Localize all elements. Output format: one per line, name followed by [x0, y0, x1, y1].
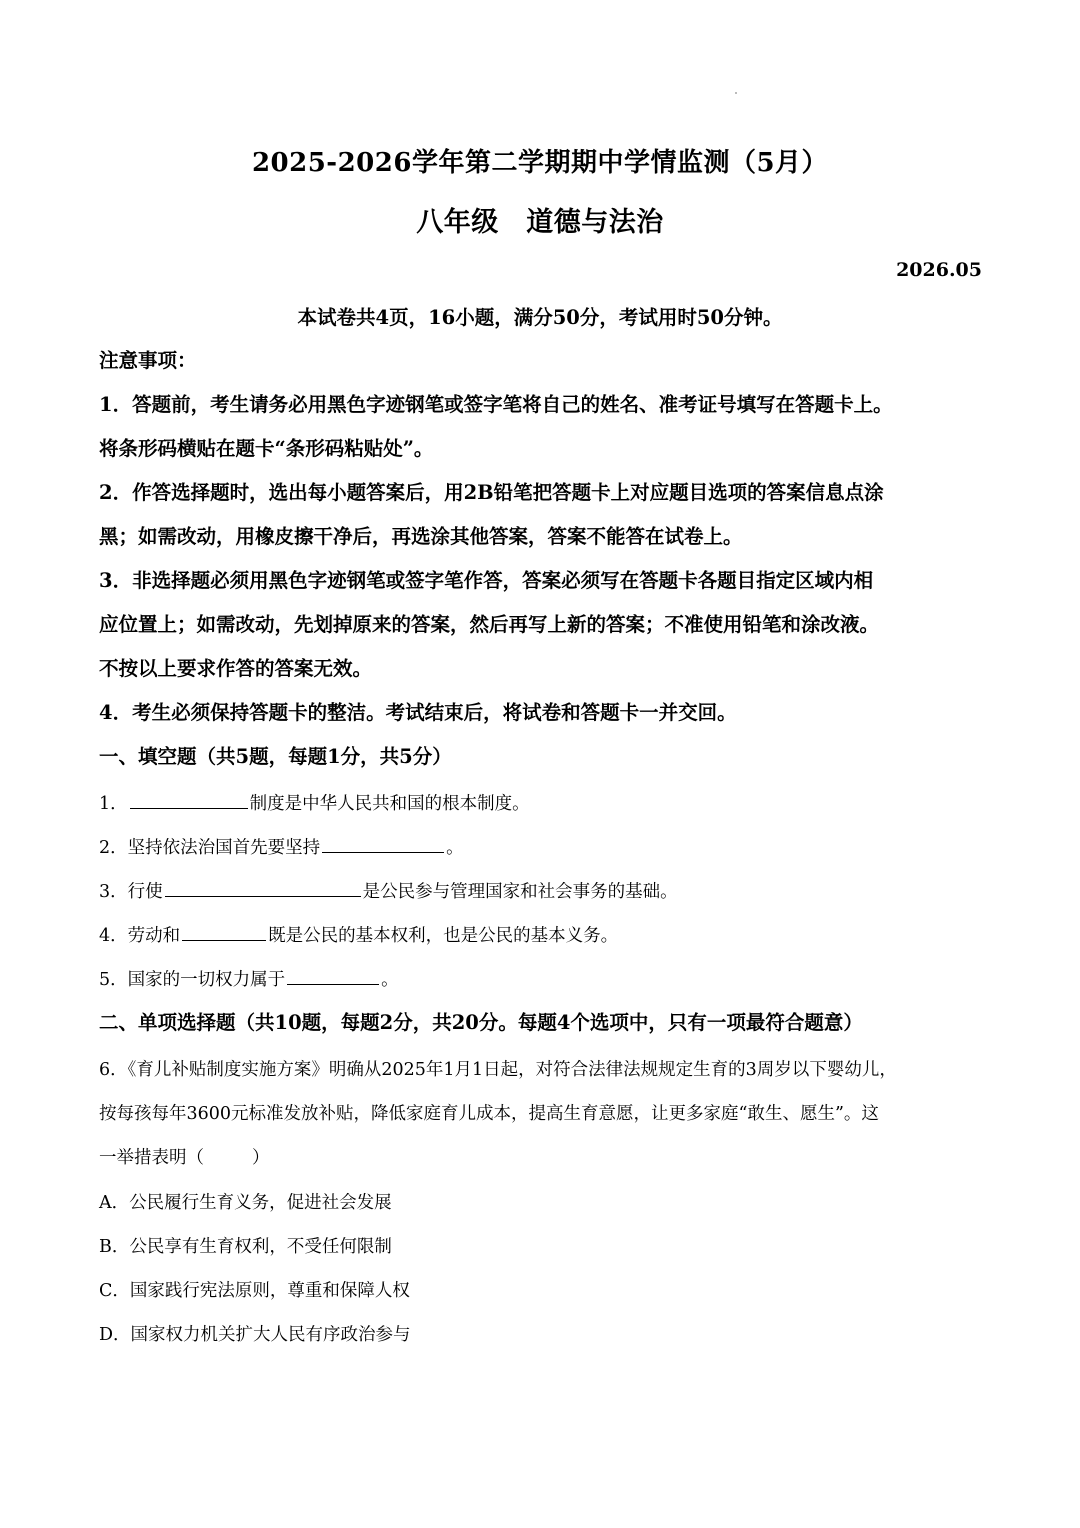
notice-item-4: 4．考生必须保持答题卡的整洁。考试结束后，将试卷和答题卡一并交回。 [99, 701, 737, 724]
answer-blank-1[interactable] [130, 788, 248, 809]
question-4 [99, 914, 989, 958]
section-1-heading: 一、填空题（共5题，每题1分，共5分） [99, 745, 452, 768]
question-3-suffix: 是公民参与管理国家和社会事务的基础。 [362, 882, 678, 902]
notice-item-1-line-1: 1．答题前，考生请务必用黑色字迹钢笔或签字笔将自己的姓名、准考证号填写在答题卡上。 [99, 393, 893, 416]
option-d[interactable]: D．国家权力机关扩大人民有序政治参与 [99, 1325, 411, 1345]
exam-subtitle: 八年级 道德与法治 [416, 207, 664, 238]
notice-item-2 [99, 471, 989, 559]
scan-speck [735, 92, 737, 94]
notice-item-3-line-2: 应位置上；如需改动，先划掉原来的答案，然后再写上新的答案；不准使用铅笔和涂改液。 [99, 613, 880, 636]
section-2-heading: 二、单项选择题（共10题，每题2分，共20分。每题4个选项中，只有一项最符合题意） [99, 1011, 863, 1034]
question-1-prefix: 1． [99, 794, 128, 814]
question-6-line-3 [99, 1136, 989, 1180]
exam-title: 2025-2026学年第二学期期中学情监测（5月） [251, 148, 829, 178]
answer-blank-4[interactable] [182, 920, 266, 941]
question-3-prefix: 3．行使 [99, 882, 163, 902]
question-6-line-3-suffix: ） [252, 1148, 270, 1168]
notice-item-1 [99, 383, 989, 471]
notice-item-2-line-1: 2．作答选择题时，选出每小题答案后，用2B铅笔把答题卡上对应题目选项的答案信息点涂 [99, 481, 884, 504]
question-6-line-1: 6．《育儿补贴制度实施方案》明确从2025年1月1日起，对符合法律法规规定生育的3周岁以下婴幼儿， [99, 1060, 897, 1080]
notice-item-3-line-3: 不按以上要求作答的答案无效。 [99, 657, 373, 680]
answer-blank-2[interactable] [322, 832, 444, 853]
notice-item-1-line-2: 将条形码横贴在题卡“条形码粘贴处”。 [99, 437, 434, 460]
question-4-suffix: 既是公民的基本权利，也是公民的基本义务。 [268, 926, 619, 946]
question-1-suffix: 制度是中华人民共和国的根本制度。 [249, 794, 530, 814]
question-2 [99, 826, 989, 870]
answer-blank-3[interactable] [165, 876, 361, 897]
question-3 [99, 870, 989, 914]
question-5-suffix: 。 [381, 970, 399, 990]
question-6 [99, 1048, 989, 1180]
question-6-line-2: 按每孩每年3600元标准发放补贴，降低家庭育儿成本，提高生育意愿，让更多家庭“敢生、愿生”。这 [99, 1104, 879, 1124]
question-5-prefix: 5．国家的一切权力属于 [99, 970, 286, 990]
question-1 [99, 782, 989, 826]
question-2-prefix: 2．坚持依法治国首先要坚持 [99, 838, 321, 858]
question-6-line-3-prefix: 一举措表明（ [99, 1148, 204, 1168]
exam-date: 2026.05 [896, 259, 982, 281]
option-c[interactable]: C．国家践行宪法原则，尊重和保障人权 [99, 1281, 410, 1301]
option-b[interactable]: B．公民享有生育权利，不受任何限制 [99, 1237, 392, 1257]
question-5 [99, 958, 989, 1002]
option-a[interactable]: A．公民履行生育义务，促进社会发展 [99, 1193, 392, 1213]
question-2-suffix: 。 [446, 838, 464, 858]
notice-item-3-line-1: 3．非选择题必须用黑色字迹钢笔或签字笔作答，答案必须写在答题卡各题目指定区域内相 [99, 569, 874, 592]
notice-heading: 注意事项： [99, 349, 197, 372]
answer-blank-5[interactable] [287, 964, 379, 985]
notice-item-3 [99, 559, 989, 691]
notice-item-2-line-2: 黑；如需改动，用橡皮擦干净后，再选涂其他答案，答案不能答在试卷上。 [99, 525, 743, 548]
question-4-prefix: 4．劳动和 [99, 926, 181, 946]
exam-summary: 本试卷共4页，16小题，满分50分，考试用时50分钟。 [297, 306, 783, 329]
